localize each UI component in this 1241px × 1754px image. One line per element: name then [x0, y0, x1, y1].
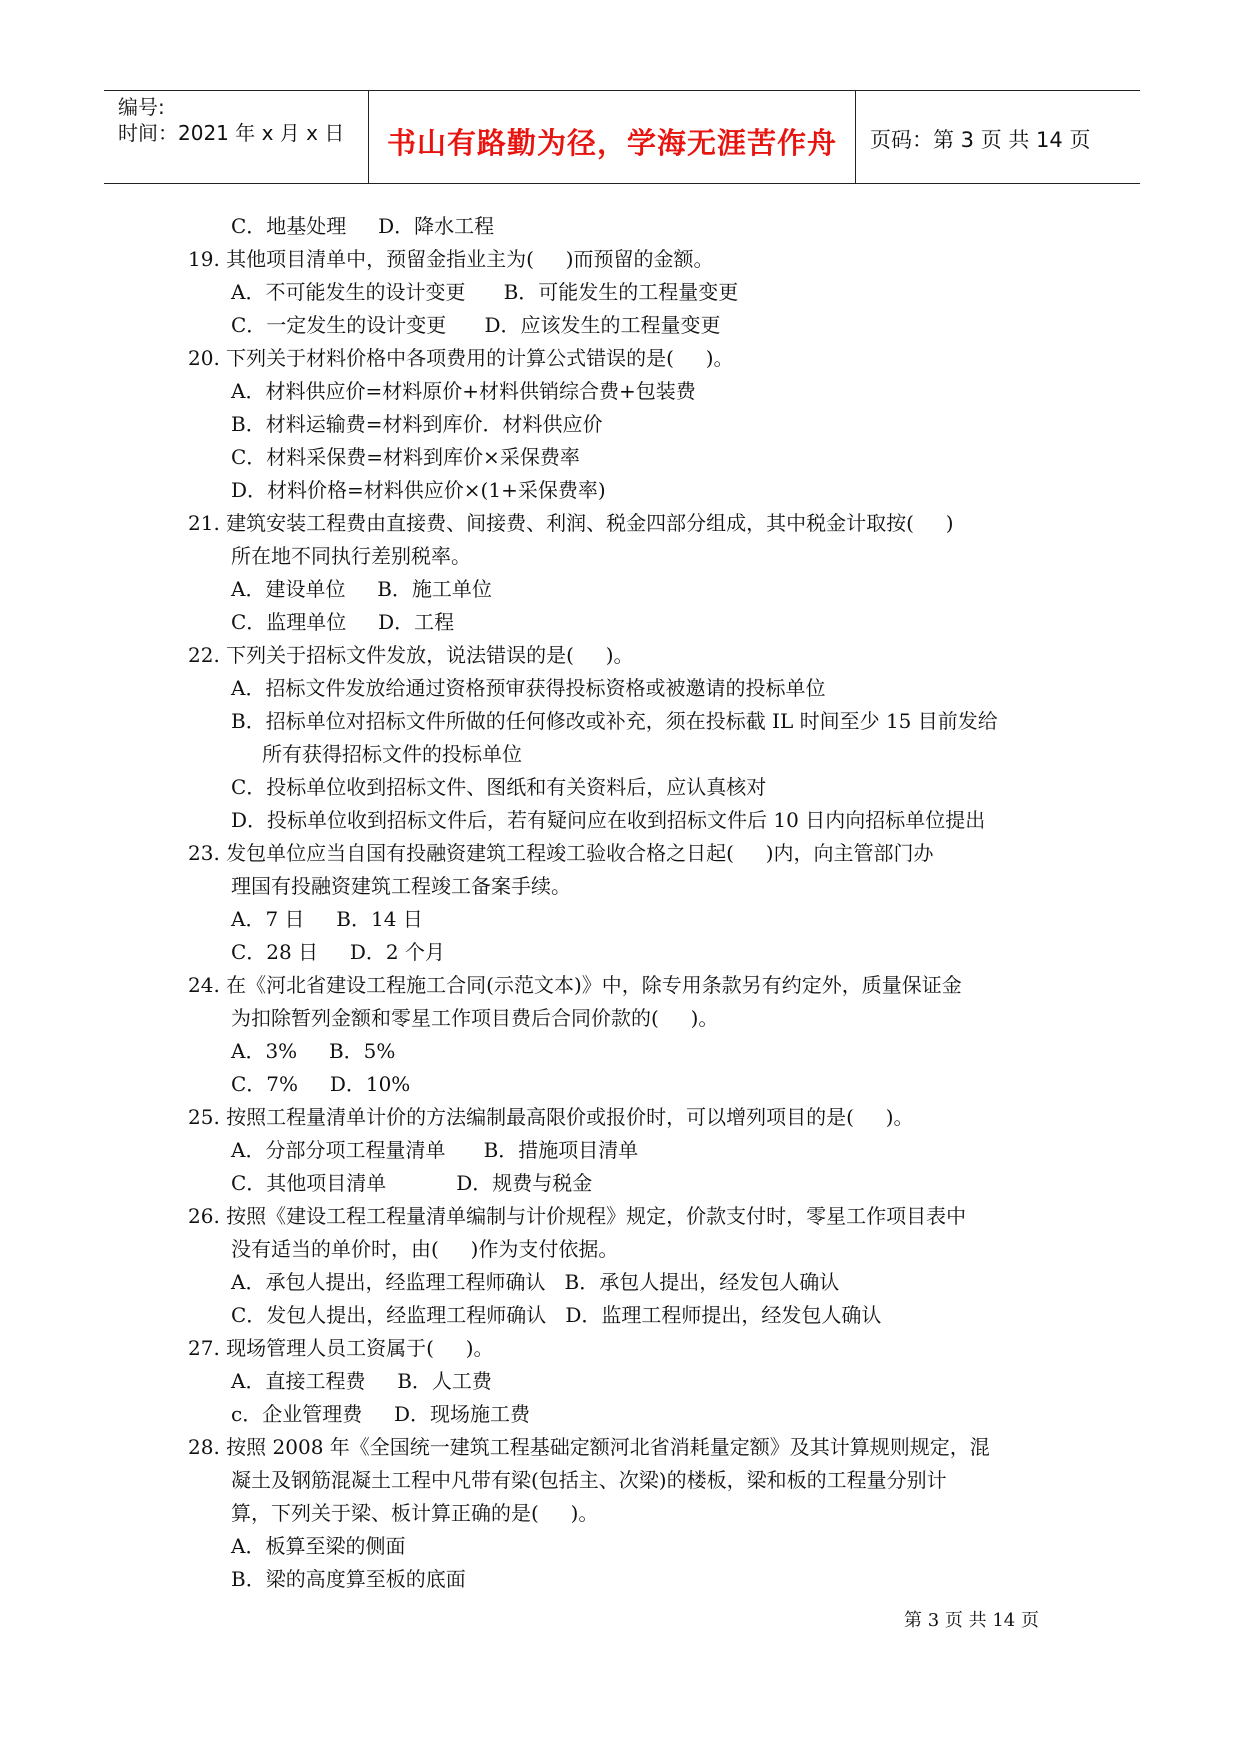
- question-continuation: 理国有投融资建筑工程竣工备案手续。: [231, 874, 571, 898]
- option-line: C．材料采保费=材料到库价×采保费率: [231, 445, 580, 469]
- option-line: A．3% B．5%: [231, 1039, 396, 1063]
- question-line: 28. 按照 2008 年《全国统一建筑工程基础定额河北省消耗量定额》及其计算规则规定，混: [188, 1435, 990, 1459]
- option-line: A．7 日 B．14 日: [231, 907, 423, 931]
- option-line: C．投标单位收到招标文件、图纸和有关资料后，应认真核对: [231, 775, 767, 799]
- option-line: D．投标单位收到招标文件后，若有疑问应在收到招标文件后 10 日内向招标单位提出: [231, 808, 986, 832]
- option-line: B．梁的高度算至板的底面: [231, 1567, 466, 1591]
- question-line: 22. 下列关于招标文件发放，说法错误的是( )。: [188, 643, 634, 667]
- option-continuation: 所有获得招标文件的投标单位: [262, 742, 522, 766]
- option-line: c．企业管理费 D．现场施工费: [231, 1402, 531, 1426]
- question-continuation: 凝土及钢筋混凝土工程中凡带有梁(包括主、次梁)的楼板，梁和板的工程量分别计: [231, 1468, 947, 1492]
- option-line: D．材料价格=材料供应价×(1+采保费率): [231, 478, 606, 502]
- question-line: 23. 发包单位应当自国有投融资建筑工程竣工验收合格之日起( )内，向主管部门办: [188, 841, 934, 865]
- option-line: B．材料运输费=材料到库价．材料供应价: [231, 412, 603, 436]
- header-motto-cell: [368, 91, 856, 183]
- option-line: C．一定发生的设计变更 D．应该发生的工程量变更: [231, 313, 721, 337]
- question-line: 26. 按照《建设工程工程量清单编制与计价规程》规定，价款支付时，零星工作项目表中: [188, 1204, 967, 1228]
- page-header: [104, 90, 1140, 184]
- question-line: 20. 下列关于材料价格中各项费用的计算公式错误的是( )。: [188, 346, 734, 370]
- option-line: B．招标单位对招标文件所做的任何修改或补充，须在投标截 IL 时间至少 15 目前发给: [231, 709, 998, 733]
- option-line: A．板算至梁的侧面: [231, 1534, 406, 1558]
- option-line: C．地基处理 D．降水工程: [231, 214, 495, 238]
- option-line: C．监理单位 D．工程: [231, 610, 455, 634]
- option-line: A．直接工程费 B．人工费: [231, 1369, 492, 1393]
- option-line: C．28 日 D．2 个月: [231, 940, 446, 964]
- question-line: 19. 其他项目清单中，预留金指业主为( )而预留的金额。: [188, 247, 714, 271]
- motto: 书山有路勤为径，学海无涯苦作舟: [386, 126, 837, 160]
- option-line: A．材料供应价=材料原价+材料供销综合费+包装费: [231, 379, 696, 403]
- option-line: C．7% D．10%: [231, 1072, 411, 1096]
- option-line: A．不可能发生的设计变更 B．可能发生的工程量变更: [231, 280, 739, 304]
- option-line: C．其他项目清单 D．规费与税金: [231, 1171, 593, 1195]
- time-label: 时间：2021 年 x 月 x 日: [118, 121, 345, 145]
- question-continuation: 没有适当的单价时，由( )作为支付依据。: [231, 1237, 619, 1261]
- question-line: 24. 在《河北省建设工程施工合同(示范文本)》中，除专用条款另有约定外，质量保证金: [188, 973, 962, 997]
- serial-label: 编号:: [118, 95, 165, 119]
- question-continuation: 所在地不同执行差别税率。: [231, 544, 471, 568]
- question-line: 27. 现场管理人员工资属于( )。: [188, 1336, 494, 1360]
- option-line: A．招标文件发放给通过资格预审获得投标资格或被邀请的投标单位: [231, 676, 826, 700]
- question-continuation: 算，下列关于梁、板计算正确的是( )。: [231, 1501, 599, 1525]
- question-continuation: 为扣除暂列金额和零星工作项目费后合同价款的( )。: [231, 1006, 719, 1030]
- question-line: 21. 建筑安装工程费由直接费、间接费、利润、税金四部分组成，其中税金计取按( ): [188, 511, 954, 535]
- page-code: 页码：第 3 页 共 14 页: [870, 128, 1091, 152]
- option-line: A．承包人提出，经监理工程师确认 B．承包人提出，经发包人确认: [231, 1270, 840, 1294]
- page-footer: 第 3 页 共 14 页: [904, 1610, 1039, 1631]
- option-line: A．分部分项工程量清单 B．措施项目清单: [231, 1138, 639, 1162]
- header-meta: [104, 91, 368, 183]
- question-line: 25. 按照工程量清单计价的方法编制最高限价或报价时，可以增列项目的是( )。: [188, 1105, 914, 1129]
- option-line: C．发包人提出，经监理工程师确认 D．监理工程师提出，经发包人确认: [231, 1303, 882, 1327]
- header-page-cell: [856, 91, 1140, 183]
- option-line: A．建设单位 B．施工单位: [231, 577, 492, 601]
